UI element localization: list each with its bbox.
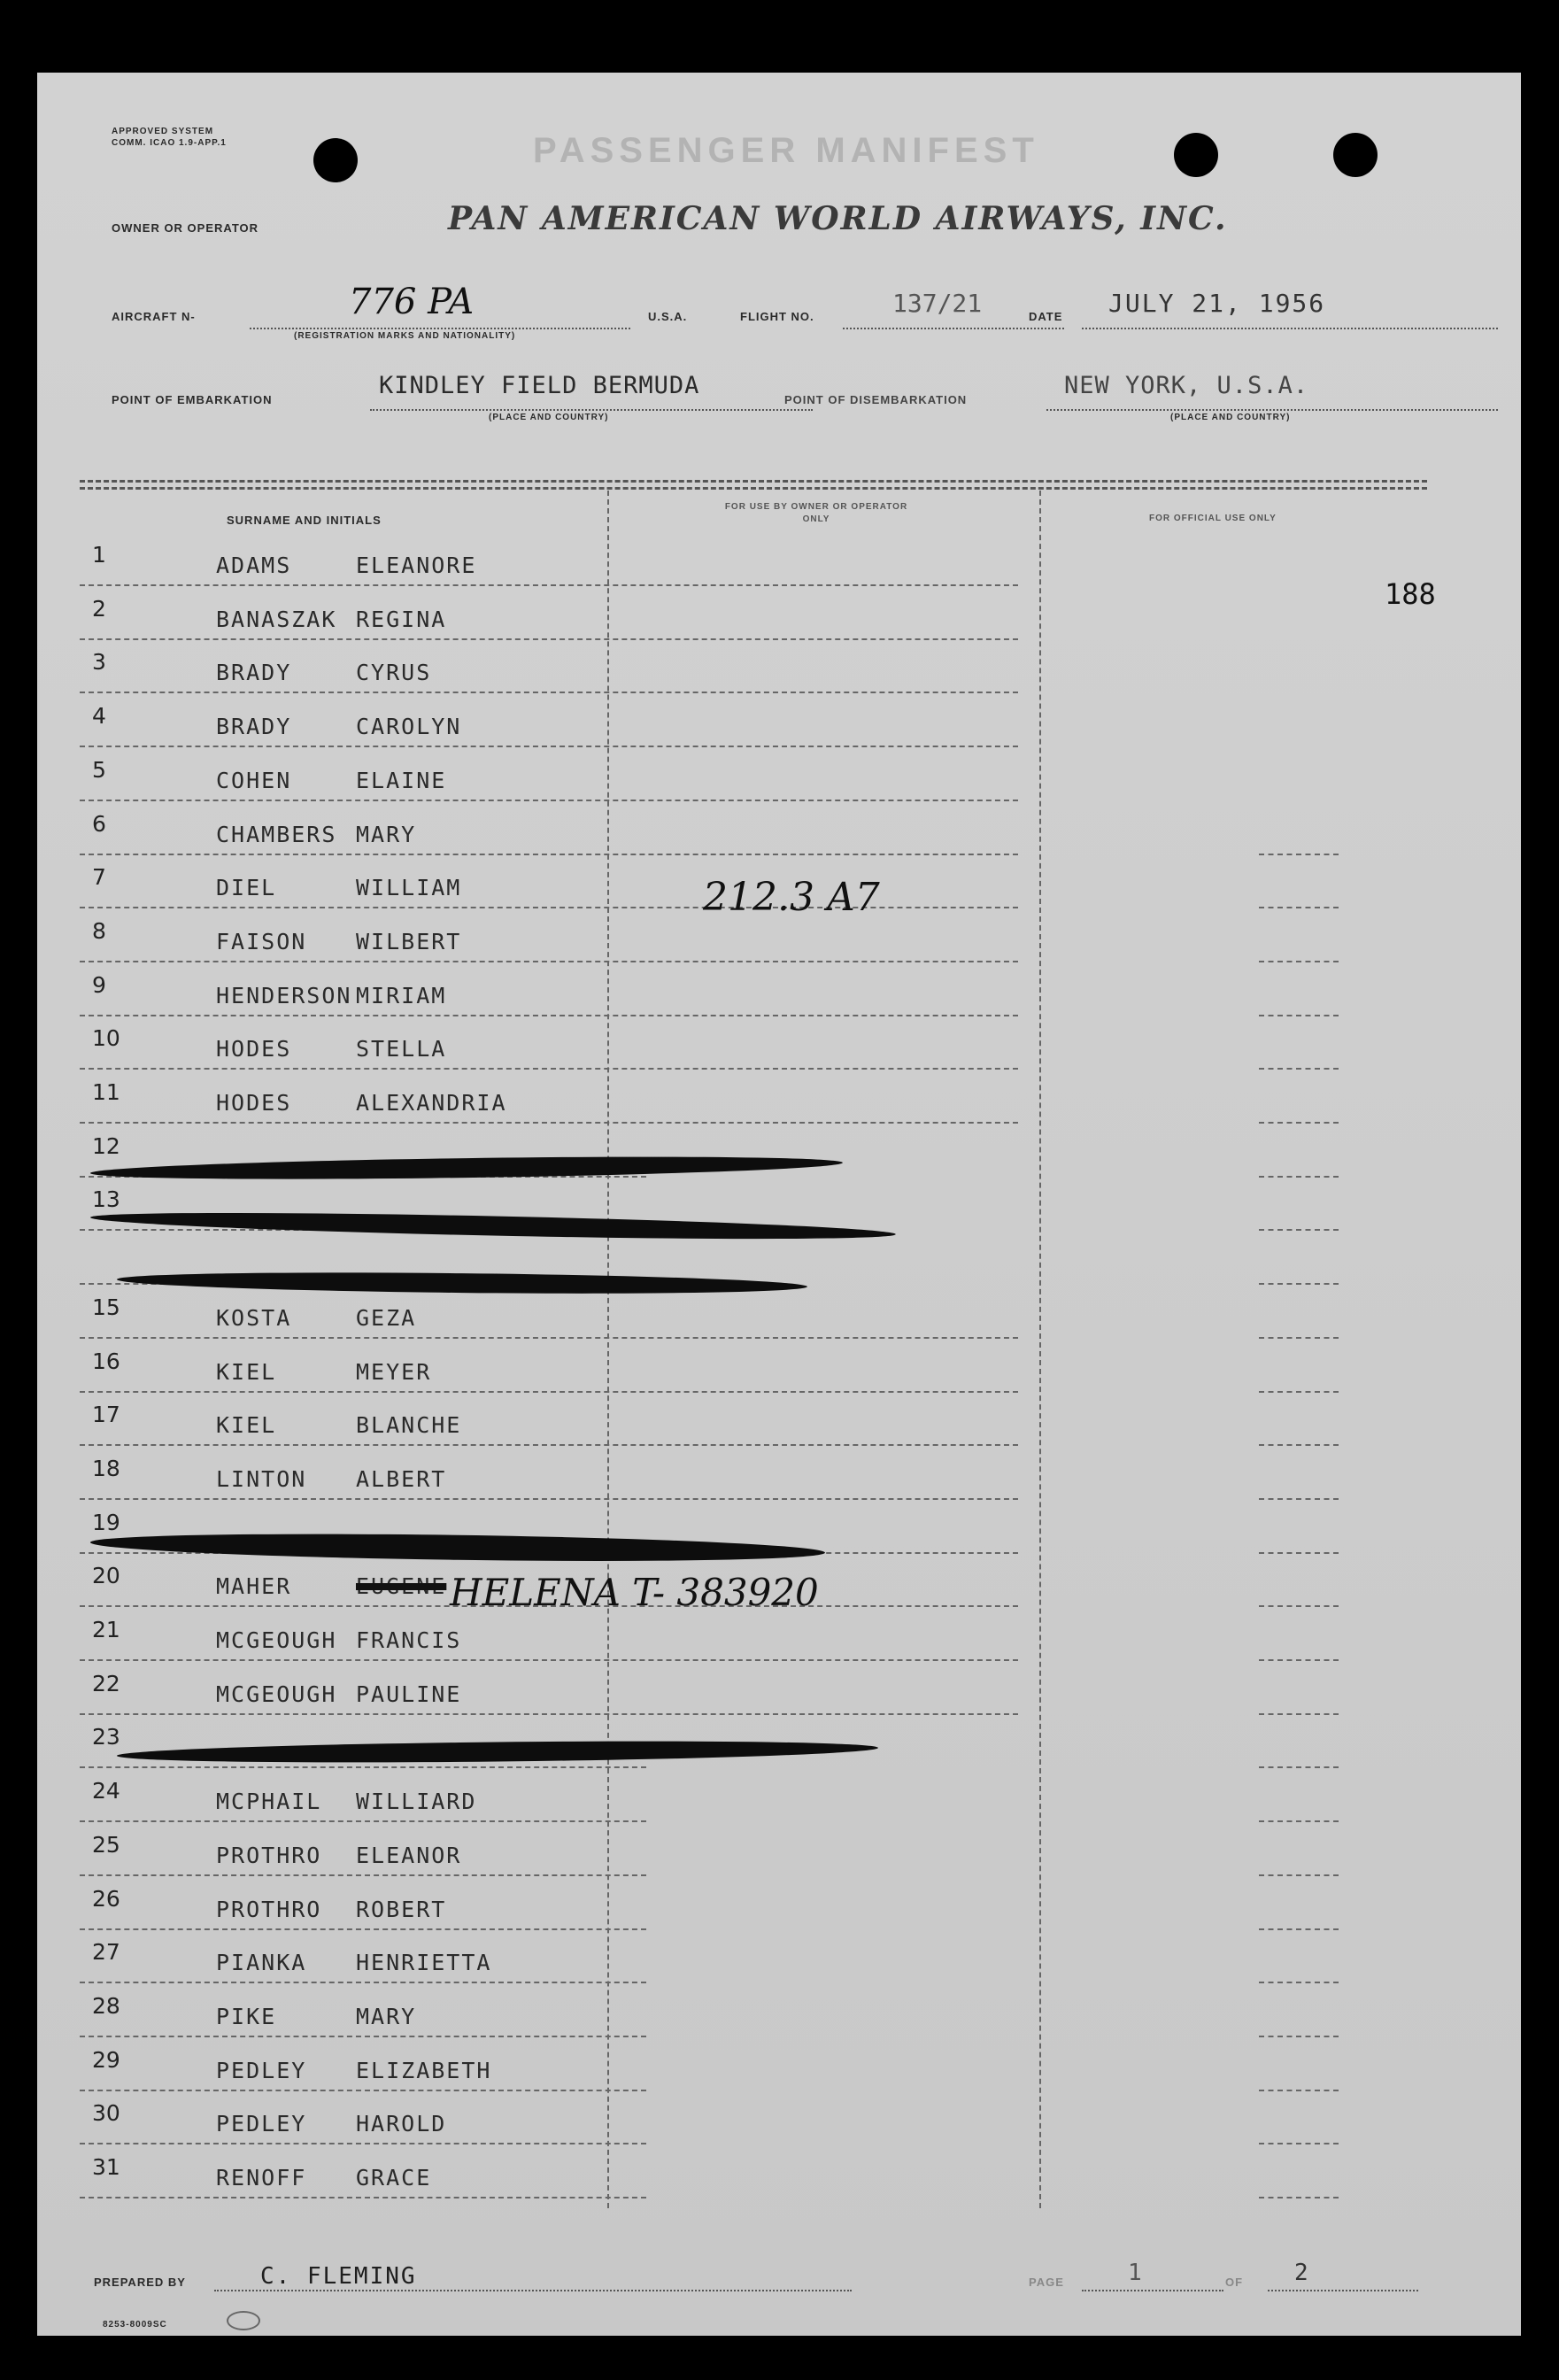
row-number: 23 xyxy=(92,1724,120,1750)
official-use-dash xyxy=(1259,1552,1339,1554)
row-rule xyxy=(80,1766,646,1768)
row-number: 16 xyxy=(92,1348,120,1374)
printer-logo-icon xyxy=(227,2311,260,2330)
official-use-dash xyxy=(1259,1928,1339,1930)
passenger-surname: PROTHRO xyxy=(216,1896,322,1922)
row-number: 12 xyxy=(92,1132,120,1159)
row-rule xyxy=(80,1713,1018,1715)
date-value: JULY 21, 1956 xyxy=(1108,289,1326,318)
passenger-surname: BANASZAK xyxy=(216,606,337,632)
of-value: 2 xyxy=(1294,2260,1308,2286)
passenger-given-name: MIRIAM xyxy=(356,982,447,1008)
of-underline xyxy=(1268,2290,1418,2291)
row-rule xyxy=(80,1928,646,1930)
passenger-surname: MAHER xyxy=(216,1573,292,1600)
passenger-surname: DIEL xyxy=(216,875,277,901)
redaction-scribble xyxy=(117,1270,807,1296)
disembark-caption: (PLACE AND COUNTRY) xyxy=(1170,413,1291,422)
row-number: 27 xyxy=(92,1939,120,1966)
passenger-surname: RENOFF xyxy=(216,2165,307,2191)
passenger-surname: MCGEOUGH xyxy=(216,1627,337,1653)
row-number: 22 xyxy=(92,1670,120,1696)
passenger-given-name: WILLIAM xyxy=(356,875,462,901)
col-header-official-use: FOR OFFICIAL USE ONLY xyxy=(1149,514,1277,523)
row-number: 6 xyxy=(92,810,106,837)
official-use-dash xyxy=(1259,2197,1339,2198)
passenger-surname: MCGEOUGH xyxy=(216,1681,337,1707)
page-label: PAGE xyxy=(1029,2276,1064,2289)
row-rule xyxy=(80,1444,1018,1446)
official-use-dash xyxy=(1259,1605,1339,1607)
row-rule xyxy=(80,1498,1018,1500)
row-rule xyxy=(80,1659,1018,1661)
form-code: 8253-8009SC xyxy=(103,2320,167,2330)
row-number: 1 xyxy=(92,542,106,568)
of-label: OF xyxy=(1225,2276,1244,2289)
official-use-dash xyxy=(1259,1176,1339,1178)
passenger-given-name: MARY xyxy=(356,821,417,847)
row-rule xyxy=(80,1820,646,1822)
manifest-sheet xyxy=(37,73,1521,2336)
row-rule xyxy=(80,854,1018,855)
passenger-given-name: ALEXANDRIA xyxy=(356,1090,507,1116)
passenger-given-name: CYRUS xyxy=(356,660,432,686)
passenger-surname: LINTON xyxy=(216,1465,307,1492)
flight-label: FLIGHT NO. xyxy=(740,310,814,323)
aircraft-caption: (REGISTRATION MARKS AND NATIONALITY) xyxy=(294,331,516,341)
passenger-surname: HODES xyxy=(216,1090,292,1116)
official-use-dash xyxy=(1259,1229,1339,1231)
passenger-surname: PEDLEY xyxy=(216,2111,307,2137)
row-number: 17 xyxy=(92,1402,120,1428)
page-underline xyxy=(1082,2290,1223,2291)
header-rule xyxy=(80,480,1427,483)
row-number: 2 xyxy=(92,595,106,622)
row-number: 31 xyxy=(92,2154,120,2180)
row-rule xyxy=(80,2197,646,2198)
official-use-dash xyxy=(1259,1766,1339,1768)
passenger-given-name: FRANCIS xyxy=(356,1627,462,1653)
row-number: 15 xyxy=(92,1294,120,1320)
row-number: 5 xyxy=(92,756,106,783)
row-rule xyxy=(80,1015,1018,1016)
official-use-dash xyxy=(1259,907,1339,908)
official-use-dash xyxy=(1259,961,1339,962)
official-use-dash xyxy=(1259,1444,1339,1446)
row-rule xyxy=(80,800,1018,801)
official-use-dash xyxy=(1259,1068,1339,1070)
passenger-surname: ADAMS xyxy=(216,552,292,578)
passenger-given-name: REGINA xyxy=(356,606,447,632)
owner-value: PAN AMERICAN WORLD AIRWAYS, INC. xyxy=(448,200,1228,237)
official-use-dash xyxy=(1259,1713,1339,1715)
aircraft-label: AIRCRAFT N- xyxy=(112,310,196,323)
passenger-surname: PROTHRO xyxy=(216,1842,322,1868)
usa-label: U.S.A. xyxy=(648,310,688,323)
passenger-given-name: MEYER xyxy=(356,1358,432,1385)
row-number: 10 xyxy=(92,1025,120,1052)
passenger-given-name: ELEANORE xyxy=(356,552,477,578)
owner-label: OWNER OR OPERATOR xyxy=(112,221,259,235)
passenger-surname: PIKE xyxy=(216,2003,277,2029)
official-use-dash xyxy=(1259,2036,1339,2037)
redaction-scribble xyxy=(90,1153,843,1183)
aircraft-underline xyxy=(250,328,630,329)
passenger-given-name: EUGENE xyxy=(356,1573,447,1600)
date-underline xyxy=(1082,328,1498,329)
handwritten-note-row7: 212.3 A7 xyxy=(703,875,880,920)
passenger-surname: KIEL xyxy=(216,1358,277,1385)
official-use-dash xyxy=(1259,2090,1339,2091)
row-rule xyxy=(80,1068,1018,1070)
official-use-dash xyxy=(1259,1283,1339,1285)
page-number-stamp: 188 xyxy=(1385,577,1436,611)
passenger-given-name: HAROLD xyxy=(356,2111,447,2137)
handwritten-note-row20: HELENA T- 383920 xyxy=(450,1571,819,1614)
passenger-surname: KOSTA xyxy=(216,1304,292,1331)
col-divider xyxy=(1039,491,1041,2208)
passenger-given-name: PAULINE xyxy=(356,1681,462,1707)
official-use-dash xyxy=(1259,1498,1339,1500)
row-rule xyxy=(80,1982,646,1983)
prepared-underline xyxy=(214,2290,852,2291)
passenger-surname: PIANKA xyxy=(216,1950,307,1976)
row-number: 11 xyxy=(92,1079,120,1105)
disembark-value: NEW YORK, U.S.A. xyxy=(1064,372,1309,399)
row-number: 3 xyxy=(92,649,106,676)
row-number: 28 xyxy=(92,1992,120,2019)
form-title: PASSENGER MANIFEST xyxy=(533,131,1039,170)
passenger-given-name: ELEANOR xyxy=(356,1842,462,1868)
passenger-surname: HODES xyxy=(216,1036,292,1062)
row-rule xyxy=(80,638,1018,640)
prepared-label: PREPARED BY xyxy=(94,2276,186,2289)
flight-value: 137/21 xyxy=(892,289,983,318)
passenger-given-name: ELAINE xyxy=(356,767,447,793)
row-rule xyxy=(80,584,1018,586)
row-number: 13 xyxy=(92,1186,120,1213)
row-number: 24 xyxy=(92,1778,120,1804)
row-number: 25 xyxy=(92,1831,120,1858)
col-header-name: SURNAME AND INITIALS xyxy=(227,514,382,527)
embark-underline xyxy=(370,409,813,411)
punch-hole xyxy=(1174,133,1218,177)
row-rule xyxy=(80,692,1018,693)
row-number: 9 xyxy=(92,971,106,998)
flight-underline xyxy=(843,328,1064,329)
official-use-dash xyxy=(1259,1982,1339,1983)
date-label: DATE xyxy=(1029,310,1063,323)
redaction-scribble xyxy=(90,1208,896,1244)
passenger-surname: PEDLEY xyxy=(216,2057,307,2083)
row-rule xyxy=(80,1874,646,1876)
passenger-given-name: ELIZABETH xyxy=(356,2057,492,2083)
row-rule xyxy=(80,2090,646,2091)
row-number: 29 xyxy=(92,2046,120,2073)
official-use-dash xyxy=(1259,1122,1339,1124)
passenger-given-name: BLANCHE xyxy=(356,1412,462,1439)
disembark-label: POINT OF DISEMBARKATION xyxy=(784,393,968,406)
official-use-dash xyxy=(1259,1874,1339,1876)
row-number: 7 xyxy=(92,864,106,891)
row-rule xyxy=(80,1337,1018,1339)
passenger-surname: FAISON xyxy=(216,928,307,954)
approval-stamp: APPROVED SYSTEM COMM. ICAO 1.9-APP.1 xyxy=(112,127,227,148)
col-header-owner-use: FOR USE BY OWNER OR OPERATOR ONLY xyxy=(724,502,908,524)
row-number: 8 xyxy=(92,917,106,944)
passenger-given-name: STELLA xyxy=(356,1036,447,1062)
passenger-given-name: WILBERT xyxy=(356,928,462,954)
row-rule xyxy=(80,1122,1018,1124)
aircraft-value: 776 PA xyxy=(349,282,475,322)
row-number: 20 xyxy=(92,1563,120,1589)
header-rule xyxy=(80,487,1427,490)
row-number: 26 xyxy=(92,1885,120,1912)
row-number: 30 xyxy=(92,2100,120,2127)
row-rule xyxy=(80,1391,1018,1393)
col-divider xyxy=(607,491,609,2208)
passenger-given-name: HENRIETTA xyxy=(356,1950,492,1976)
disembark-underline xyxy=(1046,409,1498,411)
passenger-surname: BRADY xyxy=(216,714,292,740)
passenger-surname: BRADY xyxy=(216,660,292,686)
page-value: 1 xyxy=(1128,2260,1142,2286)
passenger-given-name: GRACE xyxy=(356,2165,432,2191)
redaction-scribble xyxy=(90,1530,825,1565)
official-use-dash xyxy=(1259,1337,1339,1339)
passenger-surname: COHEN xyxy=(216,767,292,793)
embark-caption: (PLACE AND COUNTRY) xyxy=(489,413,609,422)
passenger-surname: CHAMBERS xyxy=(216,821,337,847)
passenger-surname: HENDERSON xyxy=(216,982,352,1008)
row-number: 18 xyxy=(92,1455,120,1481)
punch-hole xyxy=(313,138,358,182)
official-use-dash xyxy=(1259,1391,1339,1393)
passenger-given-name: MARY xyxy=(356,2003,417,2029)
official-use-dash xyxy=(1259,1820,1339,1822)
passenger-given-name: CAROLYN xyxy=(356,714,462,740)
prepared-value: C. FLEMING xyxy=(260,2263,417,2290)
passenger-given-name: ALBERT xyxy=(356,1465,447,1492)
row-rule xyxy=(80,2036,646,2037)
row-number: 19 xyxy=(92,1509,120,1535)
punch-hole xyxy=(1333,133,1378,177)
passenger-given-name: WILLIARD xyxy=(356,1789,477,1815)
official-use-dash xyxy=(1259,1659,1339,1661)
passenger-given-name: ROBERT xyxy=(356,1896,447,1922)
official-use-dash xyxy=(1259,2143,1339,2144)
official-use-dash xyxy=(1259,1015,1339,1016)
row-rule xyxy=(80,961,1018,962)
row-number: 4 xyxy=(92,703,106,730)
embark-label: POINT OF EMBARKATION xyxy=(112,393,273,406)
official-use-dash xyxy=(1259,854,1339,855)
row-number: 21 xyxy=(92,1617,120,1642)
passenger-surname: MCPHAIL xyxy=(216,1789,322,1815)
row-rule xyxy=(80,2143,646,2144)
embark-value: KINDLEY FIELD BERMUDA xyxy=(379,372,700,399)
row-rule xyxy=(80,746,1018,747)
passenger-surname: KIEL xyxy=(216,1412,277,1439)
passenger-given-name: GEZA xyxy=(356,1304,417,1331)
redaction-scribble xyxy=(117,1738,878,1766)
